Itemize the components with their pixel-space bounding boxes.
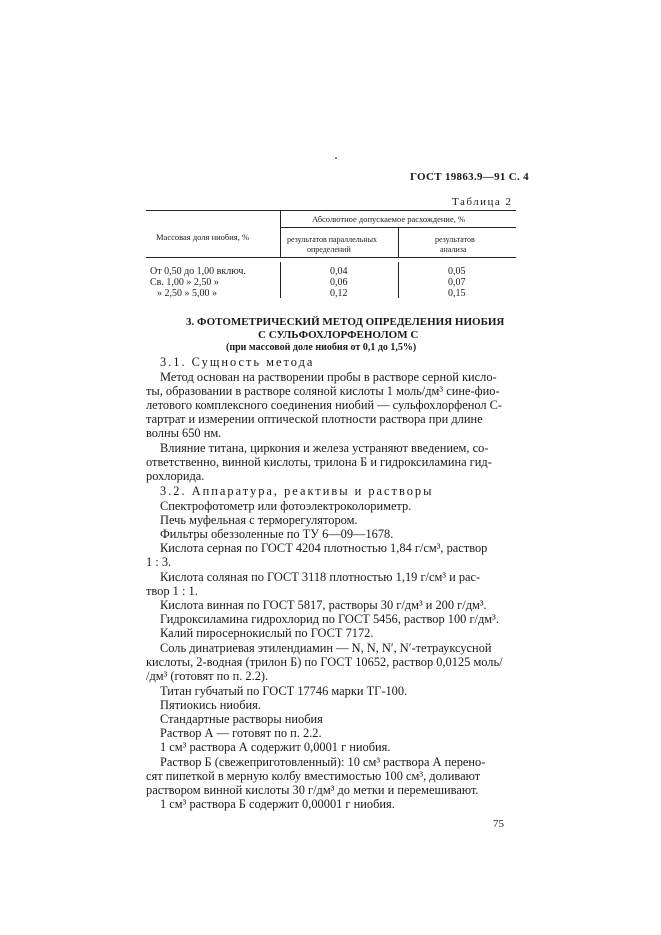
section-title-line2: С СУЛЬФОХЛОРФЕНОЛОМ С — [258, 329, 419, 341]
text-line: Метод основан на растворении пробы в растворе серной кисло- — [160, 370, 497, 384]
section-subtitle: (при массовой доле ниобия от 0,1 до 1,5%) — [226, 342, 417, 353]
section-title-line1: 3. ФОТОМЕТРИЧЕСКИЙ МЕТОД ОПРЕДЕЛЕНИЯ НИОБИЯ — [186, 316, 505, 328]
subsection-heading: 3.2. Аппаратура, реактивы и растворы — [160, 484, 434, 498]
text-line: сят пипеткой в мерную колбу вместимостью 100 см³, доливают — [146, 769, 481, 783]
table-vline-1 — [280, 210, 281, 257]
table-vline-2 — [398, 227, 399, 257]
text-line: Влияние титана, циркония и железа устраняют введением, со- — [160, 441, 489, 455]
row-range: От 0,50 до 1,00 включ. — [150, 266, 246, 277]
text-line: Спектрофотометр или фотоэлектроколориметр. — [160, 499, 412, 513]
text-line: рохлорида. — [146, 469, 205, 483]
text-line: Кислота серная по ГОСТ 4204 плотностью 1,84 г/см³, раствор — [160, 541, 488, 555]
table-header-rule — [146, 257, 516, 258]
text-line: Титан губчатый по ГОСТ 17746 марки ТГ-100. — [160, 684, 408, 698]
text-line: Гидроксиламина гидрохлорид по ГОСТ 5456, раствор 100 г/дм³. — [160, 612, 499, 626]
table-vline-4 — [398, 262, 399, 298]
sub-header-analysis-1: результатов — [435, 235, 475, 244]
row-parallel: 0,06 — [330, 277, 348, 288]
text-line: 1 см³ раствора А содержит 0,0001 г ниобия. — [160, 740, 391, 754]
row-parallel: 0,04 — [330, 266, 348, 277]
text-line: Кислота винная по ГОСТ 5817, растворы 30 г/дм³ и 200 г/дм³. — [160, 598, 487, 612]
row-range: » 2,50 » 5,00 » — [157, 288, 217, 299]
row-range: Св. 1,00 » 2,50 » — [150, 277, 219, 288]
text-line: раствором винной кислоты 30 г/дм³ до метки и перемешивают. — [146, 783, 479, 797]
text-line: Соль динатриевая этилендиамин — N, N, N′, N′-тетрауксусной — [160, 641, 492, 655]
table-top-rule — [146, 210, 516, 211]
group-header: Абсолютное допускаемое расхождение, % — [312, 214, 466, 224]
text-line: /дм³ (готовят по п. 2.2). — [146, 669, 269, 683]
speck — [335, 157, 337, 159]
text-line: 1 : 3. — [146, 555, 172, 569]
row-analysis: 0,05 — [448, 266, 466, 277]
page-number: 75 — [493, 818, 504, 830]
sub-header-analysis-2: анализа — [440, 245, 467, 254]
text-line: волны 650 нм. — [146, 426, 222, 440]
text-line: Пятиокись ниобия. — [160, 698, 261, 712]
row-analysis: 0,15 — [448, 288, 466, 299]
text-line: Стандартные растворы ниобия — [160, 712, 323, 726]
table-caption: Таблица 2 — [452, 196, 513, 208]
text-line: Кислота соляная по ГОСТ 3118 плотностью 1,19 г/см³ и рас- — [160, 570, 481, 584]
text-line: летового комплексного соединения ниобий — сульфохлорфенол С- — [146, 398, 503, 412]
text-line: 1 см³ раствора Б содержит 0,00001 г ниобия. — [160, 797, 395, 811]
page-header: ГОСТ 19863.9—91 С. 4 — [410, 171, 529, 183]
row-parallel: 0,12 — [330, 288, 348, 299]
text-line: Раствор Б (свежеприготовленный): 10 см³ раствора А перено- — [160, 755, 486, 769]
text-line: тартрат и измерении оптической плотности раствора при длине — [146, 412, 483, 426]
table-vline-3 — [280, 262, 281, 298]
text-line: Печь муфельная с терморегулятором. — [160, 513, 358, 527]
text-line: Фильтры обеззоленные по ТУ 6—09—1678. — [160, 527, 394, 541]
text-line: Калий пиросернокислый по ГОСТ 7172. — [160, 626, 374, 640]
text-line: ответственно, винной кислоты, трилона Б и гидроксиламина гид- — [146, 455, 492, 469]
text-line: Раствор А — готовят по п. 2.2. — [160, 726, 322, 740]
text-line: кислоты, 2-водная (трилон Б) по ГОСТ 10652, раствор 0,0125 моль/ — [146, 655, 503, 669]
col-header-mass-fraction: Массовая доля ниобия, % — [156, 232, 250, 242]
sub-header-parallel-1: результатов параллельных — [287, 235, 378, 244]
sub-header-parallel-2: определений — [307, 245, 351, 254]
subsection-heading: 3.1. Сущность метода — [160, 355, 315, 369]
row-analysis: 0,07 — [448, 277, 466, 288]
text-line: ты, образовании в растворе соляной кислоты 1 моль/дм³ сине-фио- — [146, 384, 500, 398]
text-line: твор 1 : 1. — [146, 584, 198, 598]
